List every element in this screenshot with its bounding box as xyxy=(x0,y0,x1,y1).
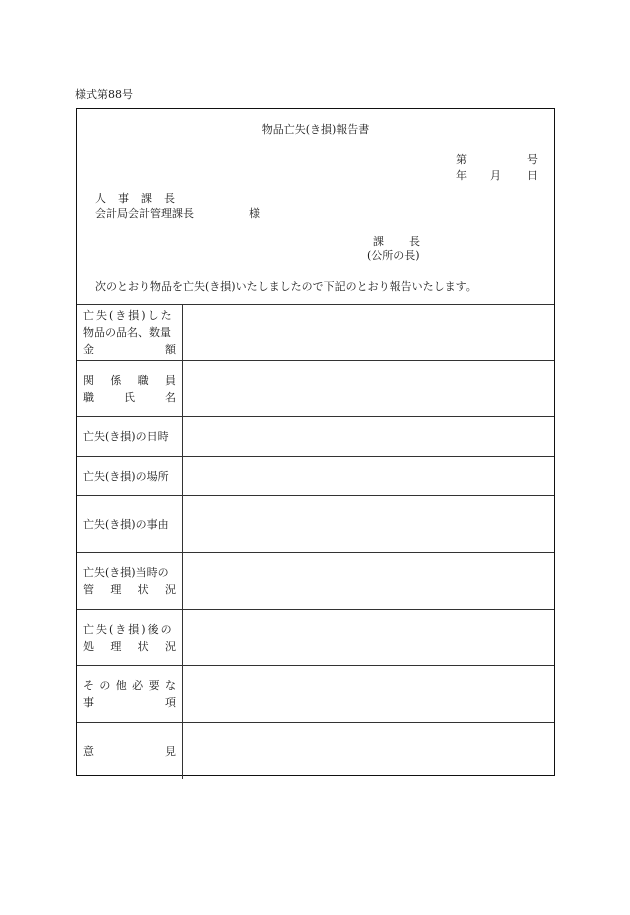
report-statement: 次のとおり物品を亡失(き損)いたしましたので下記のとおり報告いたします。 xyxy=(95,280,477,293)
row-label xyxy=(77,496,183,552)
label-char: 理 xyxy=(110,583,122,596)
label-char: 名 xyxy=(165,390,176,404)
label-line xyxy=(83,694,176,711)
opinion-field[interactable] xyxy=(183,723,554,779)
handling-after-loss-field[interactable] xyxy=(183,610,554,665)
row-label xyxy=(77,417,183,456)
label-char: 氏 xyxy=(124,390,135,404)
label-char: 理 xyxy=(110,639,122,653)
label-line xyxy=(83,743,176,760)
label-line: 亡失(き損)の事由 xyxy=(83,517,169,531)
label-line xyxy=(83,638,176,655)
label-line: 亡失(き損)の日時 xyxy=(83,430,169,443)
label-char: そ xyxy=(83,679,94,692)
row-label xyxy=(77,610,183,665)
number-prefix: 第 xyxy=(456,153,467,166)
label-char: 事 xyxy=(83,696,94,709)
row-management-at-loss xyxy=(77,553,554,610)
label-line: 亡失(き損)後の xyxy=(83,622,174,636)
date-day: 日 xyxy=(527,169,538,182)
label-char: 額 xyxy=(165,343,176,356)
date-year: 年 xyxy=(456,169,467,182)
label-line xyxy=(83,372,176,389)
label-char: 関 xyxy=(83,373,94,387)
sender-title-b: 長 xyxy=(409,235,420,248)
form-number: 様式第88号 xyxy=(75,88,133,101)
row-label xyxy=(77,553,183,609)
row-reason xyxy=(77,496,554,553)
location-field[interactable] xyxy=(183,457,554,495)
addressee-honorific: 様 xyxy=(249,207,260,220)
label-line: 亡失(き損)の場所 xyxy=(83,469,169,483)
label-char: 況 xyxy=(164,639,176,653)
label-line: 亡失(き損)当時の xyxy=(83,566,169,579)
label-char: 要 xyxy=(148,679,160,692)
row-label xyxy=(77,305,183,360)
label-char: 他 xyxy=(115,679,127,692)
date-month: 月 xyxy=(490,169,501,182)
row-label xyxy=(77,723,183,779)
label-char: 状 xyxy=(137,639,149,653)
row-opinion xyxy=(77,723,554,779)
form-header xyxy=(77,109,554,305)
row-label xyxy=(77,361,183,416)
row-staff xyxy=(77,361,554,417)
label-text: 亡失(き損)した xyxy=(83,309,174,322)
management-at-loss-field[interactable] xyxy=(183,553,554,609)
row-label xyxy=(77,457,183,495)
row-other-matters xyxy=(77,666,554,723)
row-handling-after-loss xyxy=(77,610,554,666)
label-char: 状 xyxy=(137,583,149,596)
label-char: な xyxy=(164,679,176,692)
label-char: 必 xyxy=(132,679,144,692)
label-line xyxy=(83,581,176,598)
reason-field[interactable] xyxy=(183,496,554,552)
label-line xyxy=(83,677,176,694)
label-char: 職 xyxy=(83,390,94,404)
addressee-line-2: 会計局会計管理課長 xyxy=(95,207,194,220)
sender-title-a: 課 xyxy=(373,235,384,248)
label-char: 管 xyxy=(83,583,94,596)
label-line xyxy=(83,341,176,358)
row-datetime xyxy=(77,417,554,457)
staff-field[interactable] xyxy=(183,361,554,416)
label-line xyxy=(83,389,176,406)
label-char: 処 xyxy=(83,639,94,653)
label-char: 金 xyxy=(83,343,94,356)
label-char: 況 xyxy=(164,583,176,596)
sender-office: (公所の長) xyxy=(367,249,420,262)
datetime-field[interactable] xyxy=(183,417,554,456)
other-matters-field[interactable] xyxy=(183,666,554,722)
label-char: 意 xyxy=(83,744,94,758)
form-title: 物品亡失(き損)報告書 xyxy=(261,123,370,136)
form-table xyxy=(77,305,554,779)
report-form xyxy=(76,108,555,776)
label-line: 物品の品名、数量 xyxy=(83,326,171,339)
label-char: 見 xyxy=(165,744,176,758)
label-char: 項 xyxy=(165,696,176,709)
label-char: 職 xyxy=(137,373,149,387)
addressee-line-1: 人事課長 xyxy=(95,192,187,205)
number-suffix: 号 xyxy=(527,153,538,166)
label-line xyxy=(83,307,176,324)
row-location xyxy=(77,457,554,496)
row-items-lost xyxy=(77,305,554,361)
items-lost-field[interactable] xyxy=(183,305,554,360)
label-char: 員 xyxy=(164,373,176,387)
row-label xyxy=(77,666,183,722)
label-char: の xyxy=(99,679,111,692)
label-char: 係 xyxy=(110,373,122,387)
